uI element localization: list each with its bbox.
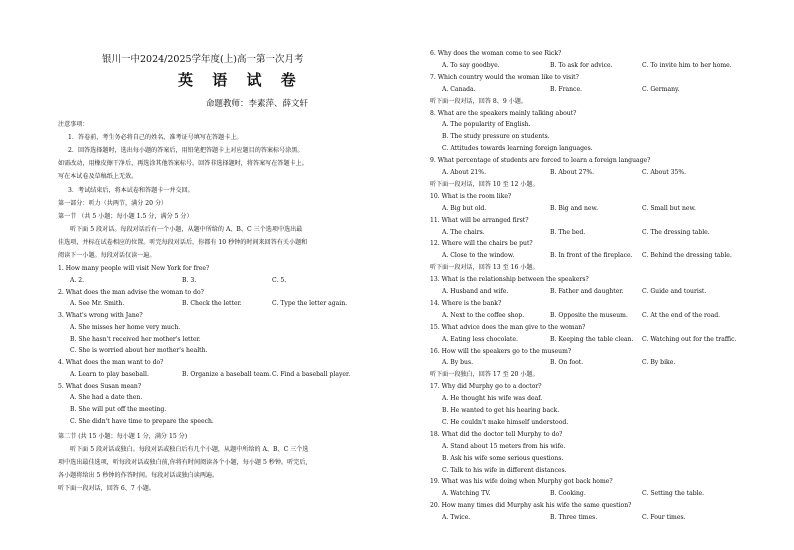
section-lead: 听下面一段独白，回答 17 至 20 小题。 <box>430 371 539 379</box>
answer-option: C. Talk to his wife in different distances. <box>442 466 567 474</box>
answer-option: A. Watching TV. <box>442 490 491 498</box>
answer-option: C. Type the letter again. <box>272 300 348 308</box>
answer-option: B. To ask for advice. <box>550 61 613 69</box>
section-lead: 听下面一段对话，回答 8、9 小题。 <box>430 97 527 105</box>
question-stem: 12. Where will the chairs be put? <box>430 240 533 248</box>
answer-option: B. Ask his wife some serious questions. <box>442 454 564 462</box>
answer-option: A. Learn to play baseball. <box>70 370 149 378</box>
answer-option: C. About 35%. <box>642 169 687 176</box>
section-lead: 听下面一段对话，回答 10 至 12 小题。 <box>430 180 539 188</box>
answer-option: B. She will put off the meeting. <box>70 406 167 413</box>
answer-option: A. Eating less chocolate. <box>442 335 518 343</box>
answer-option: A. The chairs. <box>442 228 485 236</box>
answer-option: C. 5. <box>272 276 287 284</box>
answer-option: B. On foot. <box>550 359 584 367</box>
question-stem: 3. What's wrong with Jane? <box>58 312 143 319</box>
answer-option: A. She misses her home very much. <box>70 323 181 331</box>
answer-option: B. Father and daughter. <box>550 288 624 295</box>
answer-option: B. The study pressure on students. <box>442 133 550 141</box>
section2-lead: 听下面一段对话，回答 6、7 小题。 <box>58 485 155 492</box>
answer-option: B. France. <box>550 85 583 93</box>
section2-instruction: 听下面 5 段对话或独白。每段对话或独白后有几个小题，从题中所给的 A、B、C 三个选 <box>70 446 309 453</box>
answer-option: C. At the end of the road. <box>642 311 721 319</box>
answer-option: A. Big but old. <box>442 204 487 212</box>
note-line: 如需改动，用橡皮擦干净后，再选涂其他答案标号。回答非选择题时，将答案写在答题卡上。 <box>58 160 308 167</box>
exam-teachers: 命题教师：李素萍、薛文轩 <box>206 99 309 109</box>
answer-option: C. By bike. <box>642 359 676 367</box>
answer-option: B. Check the letter. <box>182 300 242 308</box>
answer-option: A. Next to the coffee shop. <box>442 311 525 319</box>
answer-option: C. Small but new. <box>642 204 696 212</box>
question-stem: 7. Which country would the woman like to visit? <box>430 73 579 81</box>
answer-option: B. Big and new. <box>550 204 598 212</box>
answer-option: B. The bed. <box>550 228 586 236</box>
answer-option: C. Attitudes towards learning foreign languages. <box>442 145 593 153</box>
question-stem: 1. How many people will visit New York for free? <box>58 265 210 272</box>
question-stem: 4. What does the man want to do? <box>58 359 164 366</box>
answer-option: B. She hasn't received her mother's letter. <box>70 335 201 343</box>
answer-option: A. He thought his wife was deaf. <box>442 395 543 403</box>
question-stem: 5. What does Susan mean? <box>58 382 142 390</box>
note-line: 3．考试结束后，将本试卷和答题卡一并交回。 <box>68 187 194 194</box>
question-stem: 10. What is the room like? <box>430 192 512 200</box>
section2-title: 第二节 (共 15 小题；每小题 1 分，满分 15 分) <box>58 433 188 440</box>
exam-subject: 英 语 试 卷 <box>178 71 303 89</box>
section1-instruction: 佳选项，并标在试卷相应的位置。听完每段对话后，你都有 10 秒钟的时间来回答有关小题和 <box>58 239 308 246</box>
answer-option: C. Guide and tourist. <box>642 288 707 295</box>
notes-heading: 注意事项： <box>58 121 89 128</box>
question-stem: 13. What is the relationship between the speakers? <box>430 276 589 284</box>
question-stem: 19. What was his wife doing when Murphy got back home? <box>430 478 613 486</box>
note-line: 写在本试卷及草稿纸上无效。 <box>58 173 138 180</box>
answer-option: A. Canada. <box>442 85 476 93</box>
answer-option: B. Three times. <box>550 514 598 522</box>
answer-option: B. In front of the fireplace. <box>550 252 633 260</box>
answer-option: B. 3. <box>182 276 197 284</box>
answer-option: C. Watching out for the traffic. <box>642 335 737 343</box>
section2-instruction: 项中选出最佳选项，听每段对话或独白前,你将有时间阅读各个小题，每小题 5 秒钟。听完后, <box>58 459 308 466</box>
note-line: 2．回答选择题时，选出每小题的答案后，用铅笔把答题卡上对应题目的答案标号涂黑。 <box>68 147 304 154</box>
section2-instruction: 各小题将给出 5 秒钟的作答时间。每段对话或独白读两遍。 <box>58 472 219 479</box>
answer-option: C. She is worried about her mother's health. <box>70 347 208 355</box>
answer-option: C. Four times. <box>642 514 686 522</box>
part1-title: 第一部分：听力（共两节，满分 20 分） <box>58 200 168 207</box>
section1-instruction: 阅读下一小题。每段对话仅读一遍。 <box>58 252 156 259</box>
answer-option: A. About 21%. <box>442 169 487 176</box>
question-stem: 6. Why does the woman come to see Rick? <box>430 50 562 57</box>
question-stem: 2. What does the man advise the woman to do? <box>58 288 204 296</box>
answer-option: A. Stand about 15 meters from his wife. <box>442 442 566 450</box>
answer-option: C. Germany. <box>642 85 680 93</box>
answer-option: A. Husband and wife. <box>442 288 509 295</box>
answer-option: A. Close to the window. <box>442 252 515 260</box>
section1-instruction: 听下面 5 段对话。每段对话后有一个小题，从题中所给的 A、B、C 三个选项中选出最 <box>70 226 303 233</box>
answer-option: B. Keeping the table clean. <box>550 335 634 343</box>
answer-option: A. She had a date then. <box>70 394 143 402</box>
question-stem: 17. Why did Murphy go to a doctor? <box>430 383 542 391</box>
answer-option: C. She didn't have time to prepare the speech. <box>70 417 214 425</box>
answer-option: C. Behind the dressing table. <box>642 252 732 260</box>
question-stem: 16. How will the speakers go to the museum? <box>430 347 572 355</box>
note-line: 1．答卷前，考生务必将自己的姓名、准考证号填写在答题卡上。 <box>68 134 243 141</box>
answer-option: A. See Mr. Smith. <box>70 300 125 308</box>
section-lead: 听下面一段对话，回答 13 至 16 小题。 <box>430 264 539 272</box>
answer-option: C. He couldn't make himself understood. <box>442 418 569 426</box>
exam-title: 银川一中2024/2025学年度(上)高一第一次月考 <box>102 54 304 65</box>
answer-option: C. Find a baseball player. <box>272 370 351 378</box>
answer-option: B. Opposite the museum. <box>550 311 628 319</box>
answer-option: B. Organize a baseball team. <box>182 370 272 378</box>
answer-option: C. To invite him to her home. <box>642 61 732 69</box>
answer-option: B. About 27%. <box>550 169 595 176</box>
question-stem: 9. What percentage of students are forced to learn a foreign language? <box>430 157 651 165</box>
answer-option: C. The dressing table. <box>642 228 710 236</box>
question-stem: 11. What will be arranged first? <box>430 216 529 224</box>
question-stem: 15. What advice does the man give to the woman? <box>430 323 586 331</box>
answer-option: A. To say goodbye. <box>442 61 500 69</box>
answer-option: C. Setting the table. <box>642 490 705 498</box>
section1-title: 第一节 （共 5 小题；每小题 1.5 分，满分 5 分） <box>58 213 193 220</box>
answer-option: B. Cooking. <box>550 490 586 498</box>
question-stem: 18. What did the doctor tell Murphy to do? <box>430 430 563 438</box>
question-stem: 14. Where is the bank? <box>430 299 502 307</box>
question-stem: 8. What are the speakers mainly talking about? <box>430 109 577 117</box>
answer-option: A. Twice. <box>442 514 471 522</box>
answer-option: B. He wanted to get his hearing back. <box>442 407 560 414</box>
answer-option: A. 2. <box>70 276 85 284</box>
question-stem: 20. How many times did Murphy ask his wife the same question? <box>430 502 632 510</box>
answer-option: A. By bus. <box>442 359 474 367</box>
answer-option: A. The popularity of English. <box>442 121 531 129</box>
